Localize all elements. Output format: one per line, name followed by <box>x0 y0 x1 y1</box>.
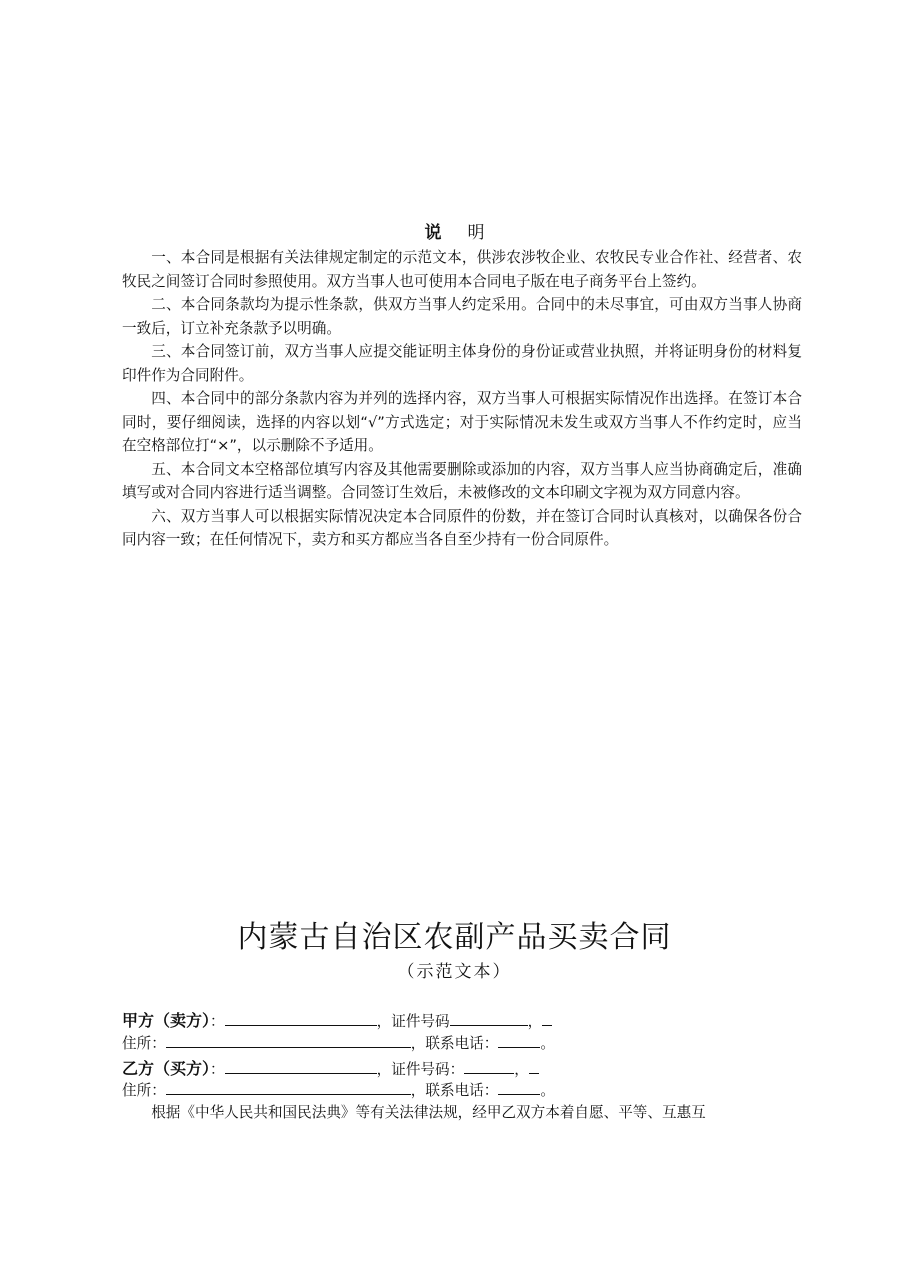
party-b-label: 乙方（买方） <box>122 1059 211 1078</box>
party-a-end: 。 <box>540 1035 555 1052</box>
party-a-id-field[interactable] <box>450 1011 528 1026</box>
party-b-line <box>122 1056 539 1079</box>
party-b-address-label: 住所： <box>122 1082 166 1099</box>
party-b-phone-field[interactable] <box>498 1080 540 1095</box>
party-b-address-field[interactable] <box>166 1080 411 1095</box>
note-item-2: 二、本合同条款均为提示性条款，供双方当事人约定采用。合同中的未尽事宜，可由双方当事人协商一致后，订立补充条款予以明确。 <box>122 296 802 337</box>
notes-title <box>0 218 909 243</box>
note-item-6: 六、双方当事人可以根据实际情况决定本合同原件的份数，并在签订合同时认真核对，以确保各份合同内容一致；在任何情况下，卖方和买方都应当各自至少持有一份合同原件。 <box>122 507 802 548</box>
party-a-phone-field[interactable] <box>498 1033 540 1048</box>
contract-subtitle: （示范文本） <box>397 962 512 982</box>
notes-title-char-2: 明 <box>467 223 485 243</box>
contract-title: 内蒙古自治区农副产品买卖合同 <box>237 920 672 955</box>
party-b-end: 。 <box>540 1082 555 1099</box>
party-b-id-tail <box>529 1059 539 1074</box>
party-a-phone-label: ，联系电话： <box>410 1035 499 1052</box>
party-a-address-label: 住所： <box>122 1035 166 1052</box>
party-a-line <box>122 1008 552 1031</box>
party-a-colon: ： <box>210 1013 225 1030</box>
party-a-id-label: ，证件号码 <box>376 1013 450 1030</box>
party-b-colon: ： <box>210 1061 225 1078</box>
notes-title-char-1: 说 <box>424 223 442 243</box>
party-b-name-field[interactable] <box>225 1059 377 1074</box>
party-b-id-suffix: ， <box>514 1061 529 1078</box>
party-b-address-line <box>122 1079 555 1100</box>
note-item-4: 四、本合同中的部分条款内容为并列的选择内容，双方当事人可根据实际情况作出选择。在签订本合同时，要仔细阅读，选择的内容以划“√”方式选定；对于实际情况未发生或双方当事人不作约定时，应当在空格部位打“×”，以示删除不予适用。 <box>122 390 802 454</box>
party-a-name-field[interactable] <box>225 1011 377 1026</box>
party-a-address-line <box>122 1032 555 1053</box>
party-a-id-tail <box>542 1011 552 1026</box>
note-item-5: 五、本合同文本空格部位填写内容及其他需要删除或添加的内容，双方当事人应当协商确定后，准确填写或对合同内容进行适当调整。合同签订生效后，未被修改的文本印刷文字视为双方同意内容。 <box>122 460 802 501</box>
party-a-id-suffix: ， <box>527 1013 543 1030</box>
note-item-3: 三、本合同签订前，双方当事人应提交能证明主体身份的身份证或营业执照，并将证明身份的材料复印件作为合同附件。 <box>122 343 802 384</box>
contract-preamble: 根据《中华人民共和国民法典》等有关法律法规，经甲乙双方本着自愿、平等、互惠互 <box>151 1104 706 1121</box>
party-b-id-field[interactable] <box>464 1059 514 1074</box>
party-a-label: 甲方（卖方） <box>122 1011 211 1030</box>
party-b-phone-label: ，联系电话： <box>410 1082 499 1099</box>
note-item-1: 一、本合同是根据有关法律规定制定的示范文本，供涉农涉牧企业、农牧民专业合作社、经营者、农牧民之间签订合同时参照使用。双方当事人也可使用本合同电子版在电子商务平台上签约。 <box>122 249 802 290</box>
party-a-address-field[interactable] <box>166 1033 411 1048</box>
party-b-id-label: ，证件号码： <box>376 1061 465 1078</box>
notes-body <box>122 246 802 552</box>
